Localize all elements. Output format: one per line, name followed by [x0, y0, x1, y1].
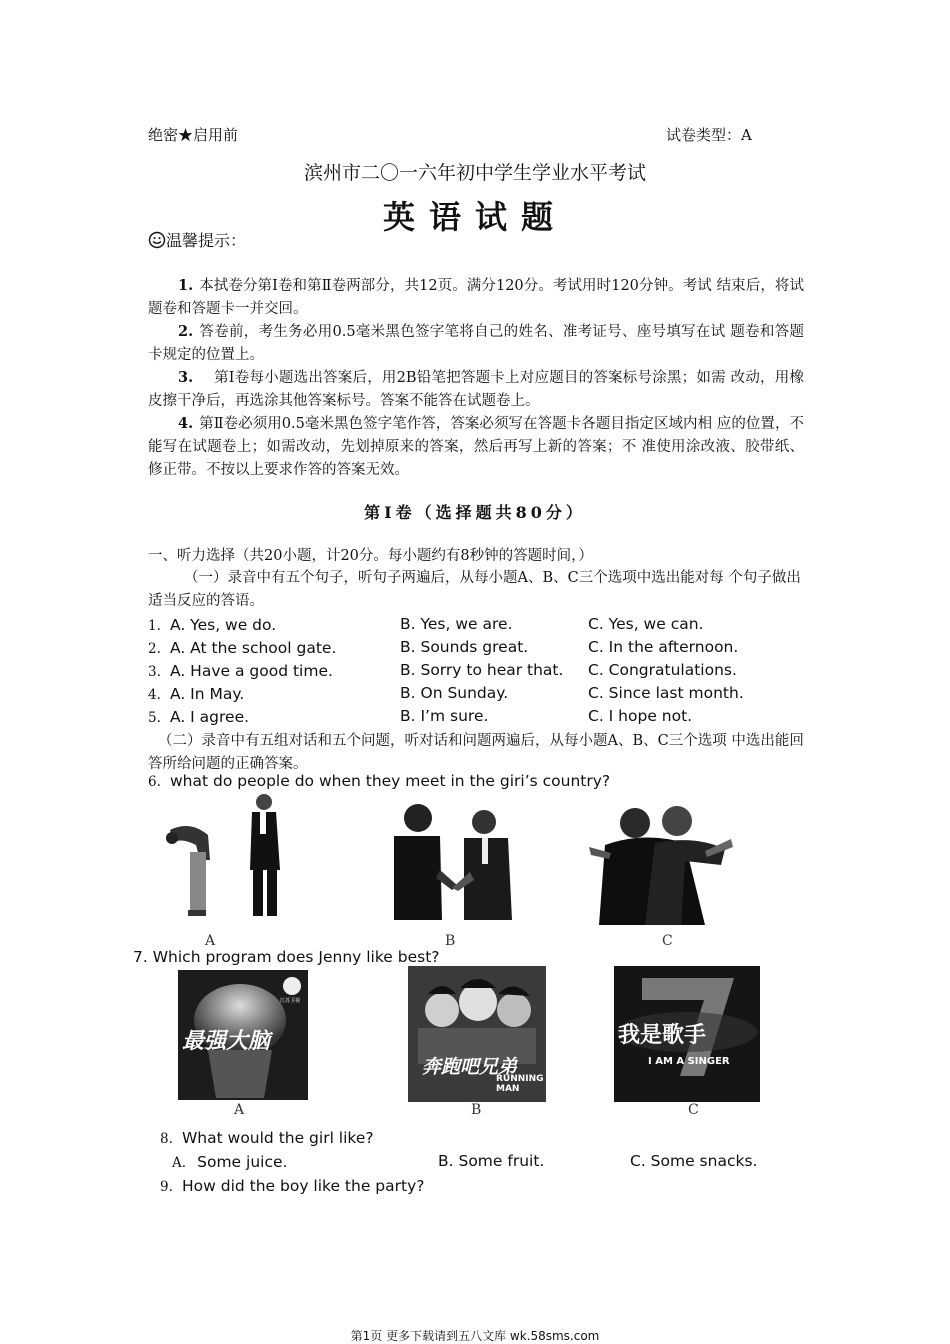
- question-number: 2.: [148, 641, 161, 657]
- smiley-icon: [148, 231, 166, 249]
- option-c: C. In the afternoon.: [588, 638, 739, 656]
- program-logo-singer: [614, 966, 760, 1102]
- option-b: B. Yes, we are.: [400, 615, 513, 633]
- picture-caption: B: [445, 933, 456, 949]
- question-1: [148, 615, 276, 634]
- notice-num: 2.: [178, 323, 194, 340]
- question-number: 9.: [160, 1179, 173, 1195]
- option-c: C. Some snacks.: [630, 1152, 758, 1170]
- bowing-picture: [160, 790, 300, 930]
- option-c: C. Since last month.: [588, 684, 744, 702]
- notice-text: 第Ⅰ卷每小题选出答案后，用2B铅笔把答题卡上对应题目的答案标号涂黑；如需 改动，用橡皮擦干净后，再选涂其他答案标号。答案不能答在试题卷上。: [148, 370, 804, 409]
- hugging-picture: [585, 795, 735, 930]
- option-b: B. On Sunday.: [400, 684, 509, 702]
- notice-num: 3.: [178, 369, 194, 386]
- question-text: What would the girl like?: [181, 1129, 374, 1147]
- notice-4: [148, 412, 804, 482]
- notice-text: 第Ⅱ卷必须用0.5毫米黑色签字笔作答，答案必须写在答题卡各题目指定区域内相 应的位置，不能写在试题卷上；如需改动，先划掉原来的答案，然后再写上新的答案；不 准使用涂改液、胶带纸、修正带。不按以上要求作答的答案无效。: [148, 416, 804, 478]
- exam-subtitle: 滨州市二〇一六年初中学生学业水平考试: [303, 162, 646, 184]
- question-number: 5.: [148, 710, 161, 726]
- option-c: C. Congratulations.: [588, 661, 737, 679]
- question-number: 8.: [160, 1131, 173, 1147]
- program-logo-running-man: [408, 966, 546, 1102]
- exam-title: 英语试题: [382, 198, 567, 236]
- paper-type: 试卷类型：A: [666, 126, 752, 144]
- option-b: B. I’m sure.: [400, 707, 489, 725]
- part1-title: 一、听力选择（共20小题，计20分。每小题约有8秒钟的答题时间，）: [148, 548, 593, 564]
- question-9: [160, 1176, 424, 1195]
- channel-badge: 江苏卫视: [280, 998, 301, 1004]
- question-2: [148, 638, 336, 657]
- logo-text: 奔跑吧兄弟: [422, 1056, 518, 1078]
- question-4: [148, 684, 244, 703]
- part1-sub1: [148, 567, 804, 613]
- question-number: 4.: [148, 687, 161, 703]
- logo-text: 最强大脑: [182, 1029, 271, 1054]
- logo-text: 我是歌手: [618, 1023, 707, 1048]
- tips-heading: [148, 228, 246, 251]
- picture-caption: B: [471, 1102, 482, 1118]
- notice-num: 4.: [178, 415, 194, 432]
- notice-3: [148, 366, 804, 413]
- option-c: C. Yes, we can.: [588, 615, 704, 633]
- option-c: C. I hope not.: [588, 707, 693, 725]
- question-7: 7. Which program does Jenny like best?: [133, 948, 440, 966]
- part1-sub2: [148, 730, 804, 776]
- tips-label: 温馨提示：: [166, 231, 247, 250]
- question-5: [148, 707, 249, 726]
- picture-caption: C: [688, 1102, 699, 1118]
- option-b: B. Sounds great.: [400, 638, 529, 656]
- question-6: [148, 771, 610, 790]
- part1-sub2-text: （二）录音中有五组对话和五个问题，听对话和问题两遍后，从每小题A、B、C三个选项 中选出能回答所给问题的正确答案。: [148, 733, 804, 772]
- notice-num: 1.: [178, 277, 194, 294]
- option-a: A. In May.: [169, 685, 245, 703]
- option-a: A. At the school gate.: [169, 639, 337, 657]
- question-3: [148, 661, 333, 680]
- question-number: 6.: [148, 774, 161, 790]
- picture-caption: A: [234, 1102, 245, 1118]
- logo-en-text: RUNNING MAN: [496, 1074, 544, 1094]
- option-label: A.: [172, 1155, 187, 1171]
- option-a: [172, 1152, 287, 1171]
- question-8: [160, 1128, 374, 1147]
- option-a: A. Yes, we do.: [169, 616, 277, 634]
- option-a: A. Have a good time.: [169, 662, 333, 680]
- option-b: B. Some fruit.: [438, 1152, 545, 1170]
- notice-1: [148, 274, 804, 321]
- confidential-label: 绝密★启用前: [148, 126, 239, 144]
- question-text: what do people do when they meet in the giri’s country?: [169, 772, 611, 790]
- picture-caption: C: [662, 933, 673, 949]
- page-footer: 第1页 更多下载请到五八文库 wk.58sms.com: [350, 1329, 600, 1343]
- notice-text: 答卷前，考生务必用0.5毫米黑色签字笔将自己的姓名、准考证号、座号填写在试 题卷和答题卡规定的位置上。: [148, 324, 804, 363]
- handshake-picture: [380, 790, 530, 930]
- logo-en-text: I AM A SINGER: [648, 1056, 730, 1067]
- question-number: 3.: [148, 664, 161, 680]
- section-title: 第Ⅰ卷（选择题共80分）: [364, 503, 586, 522]
- option-text: Some juice.: [197, 1153, 288, 1171]
- notice-2: [148, 320, 804, 367]
- option-a: A. I agree.: [169, 708, 250, 726]
- notice-text: 本拭卷分第Ⅰ卷和第Ⅱ卷两部分，共12页。满分120分。考试用时120分钟。考试 结束后，将试题卷和答题卡一并交回。: [148, 278, 804, 317]
- question-text: How did the boy like the party?: [181, 1177, 425, 1195]
- picture-caption: A: [205, 933, 216, 949]
- option-b: B. Sorry to hear that.: [400, 661, 564, 679]
- question-number: 1.: [148, 618, 161, 634]
- part1-sub1-text: （一）录音中有五个句子，听句子两遍后，从每小题A、B、C三个选项中选出能对每 个句子做出适当反应的答语。: [148, 570, 801, 609]
- program-logo-brain: [178, 970, 308, 1100]
